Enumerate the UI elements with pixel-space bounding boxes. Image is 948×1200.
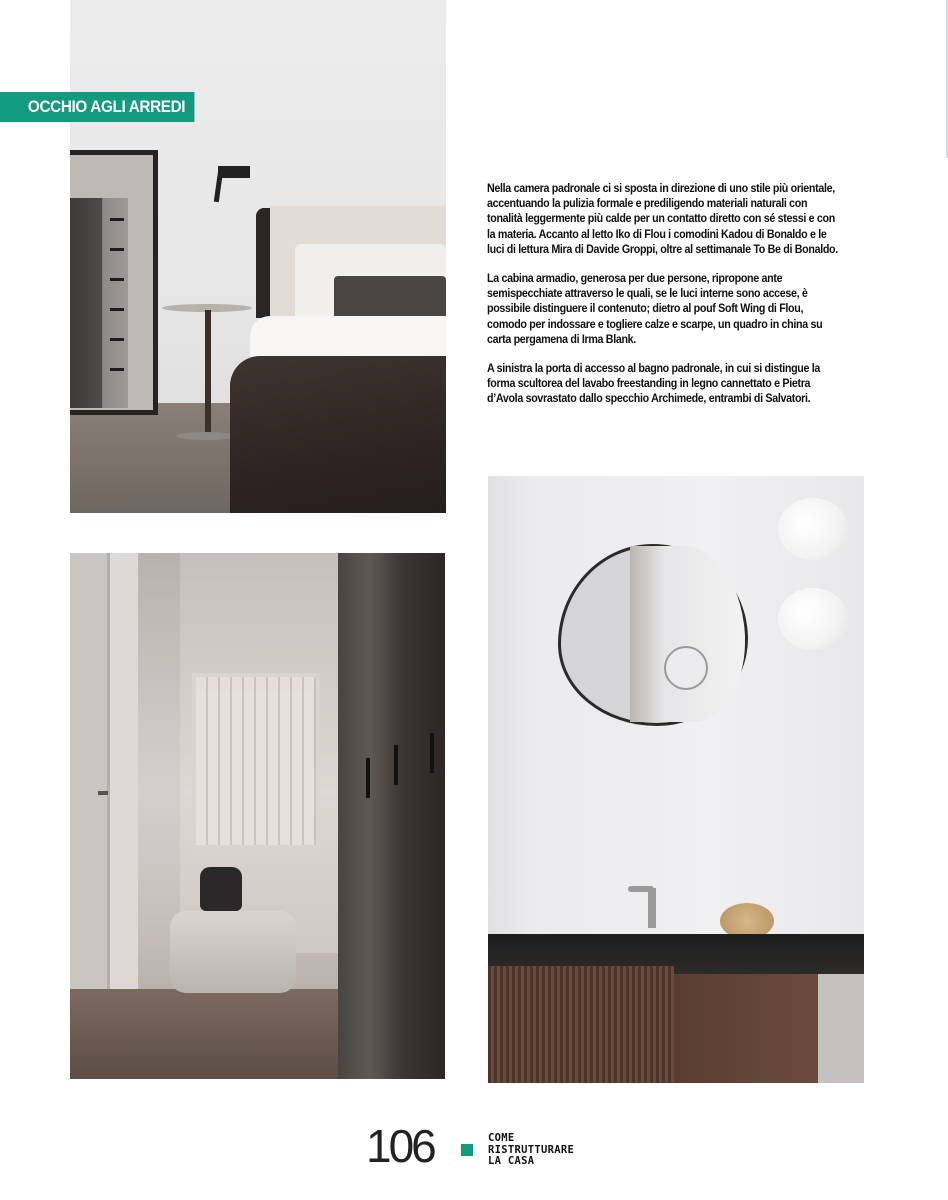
bedside-table-base xyxy=(176,432,236,440)
framed-artwork xyxy=(192,673,320,849)
paragraph-bathroom: A sinistra la porta di accesso al bagno padronale, in cui si distingue la forma scultorea del lavabo freestanding in legno cannettato e Pietra d’Avola sovrastato dallo specchio Archimede, entrambi di Salvatori. xyxy=(487,363,821,406)
publication-name xyxy=(488,1133,574,1168)
publication-line-2: RISTRUTTURARE xyxy=(488,1143,575,1156)
bedroom-photo xyxy=(70,0,446,513)
fluted-wood-cabinet xyxy=(488,966,674,1083)
door-frame xyxy=(110,553,138,1003)
wood-cabinet-side xyxy=(674,974,818,1083)
bathroom-door xyxy=(70,553,110,993)
mirrored-wardrobe xyxy=(338,553,445,1079)
handbag xyxy=(200,867,242,911)
paragraph-bedroom: Nella camera padronale ci si sposta in direzione di uno stile più orientale, accentuando la pulizia formale e prediligendo materiali naturali con tonalità leggermente più calde per un contatto diretto con sé stessi e con la materia. Accanto al letto Iko di Flou i comodini Kadou di Bonaldo e le luci di lettura Mira di Davide Groppi, oltre al settimanale To Be di Bonaldo. xyxy=(487,183,838,256)
page-number: 106 xyxy=(366,1120,434,1172)
brown-throw-blanket xyxy=(230,356,446,513)
folio-accent-square xyxy=(461,1144,473,1156)
bedside-table-leg xyxy=(205,310,211,436)
reading-lamp-arm xyxy=(214,170,223,202)
side-wall xyxy=(818,974,864,1083)
article-body xyxy=(487,182,847,422)
pouf xyxy=(170,911,296,993)
bathroom-photo xyxy=(488,476,864,1083)
faucet xyxy=(648,888,656,928)
mirror-reflection xyxy=(630,546,745,722)
door-handle xyxy=(98,791,108,795)
publication-line-3: LA CASA xyxy=(488,1155,535,1167)
wall-sconce-bottom xyxy=(778,588,848,650)
publication-line-1: COME xyxy=(488,1132,515,1144)
chest-of-drawers xyxy=(70,198,128,408)
paragraph-closet: La cabina armadio, generosa per due persone, ripropone ante semispecchiate attraverso le quali, se le luci interne sono accese, è possibile distinguere il contenuto; dietro al pouf Soft Wing di Flou, comodo per indossare e togliere calze e scarpe, un quadro in china su carta pergamena di Irma Blank. xyxy=(487,273,823,346)
section-tag: OCCHIO AGLI ARREDI xyxy=(0,92,194,122)
walk-in-closet-photo xyxy=(70,553,445,1079)
magnifying-mirror xyxy=(664,646,708,690)
wall-sconce-top xyxy=(778,498,848,560)
